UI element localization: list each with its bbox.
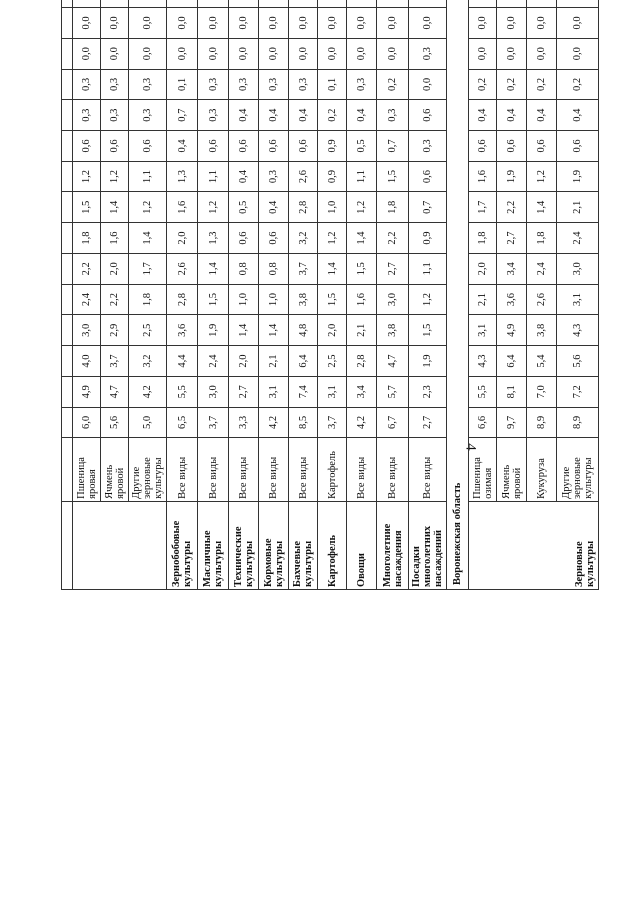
value-cell: 0,9 xyxy=(409,223,447,254)
group-cell: Картофель xyxy=(318,501,347,589)
value-cell: 2,6 xyxy=(527,284,557,315)
value-cell: 2,9 xyxy=(101,315,129,346)
value-cell: 2,6 xyxy=(289,161,318,192)
value-cell: 5,0 xyxy=(129,407,167,438)
value-cell: 1,8 xyxy=(73,223,101,254)
value-cell: 0,3 xyxy=(409,38,447,69)
subgroup-cell: Все виды xyxy=(409,438,447,502)
value-cell: 1,1 xyxy=(347,161,377,192)
group-cell: Кормовые культуры xyxy=(259,501,289,589)
header-cell xyxy=(62,501,73,589)
value-cell: 0,0 xyxy=(409,69,447,100)
value-cell: 1,7 xyxy=(129,253,167,284)
value-cell: 2,1 xyxy=(347,315,377,346)
value-cell: 0,0 xyxy=(469,38,497,69)
value-cell: 0,0 xyxy=(73,38,101,69)
value-cell: 0,6 xyxy=(557,131,599,162)
value-cell: 0,6 xyxy=(101,131,129,162)
value-cell: 6,5 xyxy=(167,407,198,438)
value-cell: 0,3 xyxy=(129,69,167,100)
value-cell: 4,7 xyxy=(101,376,129,407)
value-cell: 0,8 xyxy=(229,253,259,284)
value-cell: 0,5 xyxy=(347,131,377,162)
value-cell: 0,0 xyxy=(318,38,347,69)
value-cell: 1,4 xyxy=(318,253,347,284)
value-cell: 8,9 xyxy=(557,407,599,438)
value-cell: 0,9 xyxy=(318,131,347,162)
value-cell xyxy=(377,0,409,8)
value-cell: 1,5 xyxy=(198,284,229,315)
header-cell xyxy=(62,161,73,192)
value-cell: 2,0 xyxy=(229,346,259,377)
value-cell: 2,8 xyxy=(347,346,377,377)
value-cell: 3,7 xyxy=(198,407,229,438)
value-cell: 4,7 xyxy=(377,346,409,377)
value-cell: 0,6 xyxy=(289,131,318,162)
group-cell: Посадки многолетних насаждений xyxy=(409,501,447,589)
value-cell: 1,4 xyxy=(101,192,129,223)
value-cell: 0,0 xyxy=(129,38,167,69)
subgroup-cell: Ячмень яровой xyxy=(497,438,527,502)
header-cell xyxy=(62,438,73,502)
value-cell: 0,4 xyxy=(229,100,259,131)
value-cell: 0,0 xyxy=(469,8,497,39)
value-cell: 0,0 xyxy=(289,38,318,69)
value-cell: 8,1 xyxy=(497,376,527,407)
value-cell: 0,4 xyxy=(289,100,318,131)
value-cell: 3,1 xyxy=(469,315,497,346)
subgroup-cell: Все виды xyxy=(377,438,409,502)
value-cell: 2,8 xyxy=(289,192,318,223)
header-cell xyxy=(62,253,73,284)
value-cell: 0,2 xyxy=(557,69,599,100)
value-cell: 0,3 xyxy=(198,100,229,131)
value-cell: 1,2 xyxy=(409,284,447,315)
value-cell: 0,0 xyxy=(377,38,409,69)
value-cell: 0,0 xyxy=(497,8,527,39)
value-cell: 0,0 xyxy=(129,8,167,39)
value-cell: 2,0 xyxy=(469,253,497,284)
value-cell: 4,9 xyxy=(497,315,527,346)
value-cell: 5,4 xyxy=(527,346,557,377)
value-cell: 6,4 xyxy=(497,346,527,377)
value-cell: 1,4 xyxy=(259,315,289,346)
value-cell: 1,4 xyxy=(229,315,259,346)
value-cell: 2,7 xyxy=(497,223,527,254)
value-cell: 3,0 xyxy=(73,315,101,346)
value-cell: 3,6 xyxy=(497,284,527,315)
value-cell: 1,6 xyxy=(347,284,377,315)
value-cell: 6,0 xyxy=(73,407,101,438)
header-cell xyxy=(62,315,73,346)
value-cell: 8,5 xyxy=(289,407,318,438)
value-cell: 1,2 xyxy=(198,192,229,223)
value-cell: 0,6 xyxy=(409,100,447,131)
value-cell: 0,0 xyxy=(409,8,447,39)
group-cell xyxy=(73,501,167,589)
rotated-table-wrapper xyxy=(61,16,596,848)
value-cell xyxy=(409,0,447,8)
value-cell: 0,3 xyxy=(347,69,377,100)
header-cell xyxy=(62,346,73,377)
subgroup-cell: Все виды xyxy=(347,438,377,502)
subgroup-cell: Ячмень яровой xyxy=(101,438,129,502)
value-cell: 0,3 xyxy=(73,100,101,131)
value-cell xyxy=(167,0,198,8)
value-cell: 5,6 xyxy=(101,407,129,438)
value-cell: 2,1 xyxy=(469,284,497,315)
value-cell: 0,3 xyxy=(229,69,259,100)
value-cell: 0,4 xyxy=(469,100,497,131)
value-cell: 3,0 xyxy=(377,284,409,315)
value-cell: 1,6 xyxy=(167,192,198,223)
region-title: Воронежская область xyxy=(447,438,469,590)
value-cell: 1,4 xyxy=(129,223,167,254)
value-cell xyxy=(318,0,347,8)
value-cell: 3,1 xyxy=(259,376,289,407)
value-cell: 0,3 xyxy=(129,100,167,131)
value-cell: 0,4 xyxy=(347,100,377,131)
value-cell: 1,9 xyxy=(198,315,229,346)
value-cell: 0,3 xyxy=(101,69,129,100)
value-cell: 0,7 xyxy=(377,131,409,162)
value-cell: 1,2 xyxy=(73,161,101,192)
value-cell: 6,4 xyxy=(289,346,318,377)
value-cell: 1,4 xyxy=(527,192,557,223)
value-cell: 3,3 xyxy=(229,407,259,438)
value-cell: 0,3 xyxy=(289,69,318,100)
subgroup-cell: Пшеница озимая xyxy=(469,438,497,502)
header-cell xyxy=(62,69,73,100)
subgroup-cell: Все виды xyxy=(167,438,198,502)
value-cell: 3,0 xyxy=(198,376,229,407)
value-cell: 0,0 xyxy=(527,38,557,69)
value-cell: 3,4 xyxy=(347,376,377,407)
value-cell: 2,1 xyxy=(259,346,289,377)
value-cell: 2,8 xyxy=(167,284,198,315)
value-cell xyxy=(129,0,167,8)
value-cell: 1,5 xyxy=(347,253,377,284)
header-cell xyxy=(62,8,73,39)
value-cell: 0,0 xyxy=(557,38,599,69)
subgroup-cell: Пшеница яровая xyxy=(73,438,101,502)
value-cell xyxy=(347,0,377,8)
value-cell: 1,8 xyxy=(527,223,557,254)
value-cell: 6,7 xyxy=(377,407,409,438)
value-cell: 1,1 xyxy=(409,253,447,284)
value-cell: 0,0 xyxy=(259,8,289,39)
value-cell: 0,5 xyxy=(229,192,259,223)
value-cell: 0,0 xyxy=(229,8,259,39)
value-cell: 2,5 xyxy=(318,346,347,377)
region-blank xyxy=(447,0,469,438)
value-cell: 0,6 xyxy=(527,131,557,162)
value-cell: 0,0 xyxy=(101,38,129,69)
value-cell: 1,6 xyxy=(469,161,497,192)
value-cell: 2,7 xyxy=(409,407,447,438)
header-cell xyxy=(62,100,73,131)
value-cell: 1,3 xyxy=(167,161,198,192)
value-cell: 1,1 xyxy=(129,161,167,192)
value-cell: 0,0 xyxy=(289,8,318,39)
value-cell: 0,2 xyxy=(469,69,497,100)
value-cell: 3,8 xyxy=(527,315,557,346)
value-cell: 3,8 xyxy=(289,284,318,315)
value-cell xyxy=(101,0,129,8)
value-cell: 1,2 xyxy=(318,223,347,254)
value-cell: 0,0 xyxy=(73,8,101,39)
value-cell: 2,3 xyxy=(409,376,447,407)
value-cell: 6,6 xyxy=(469,407,497,438)
value-cell: 2,7 xyxy=(229,376,259,407)
value-cell: 0,0 xyxy=(527,8,557,39)
value-cell: 2,7 xyxy=(377,253,409,284)
value-cell: 2,2 xyxy=(377,223,409,254)
value-cell: 4,3 xyxy=(557,315,599,346)
value-cell: 0,8 xyxy=(259,253,289,284)
subgroup-cell: Другие зерновые культуры xyxy=(557,438,599,502)
value-cell: 0,3 xyxy=(101,100,129,131)
value-cell: 0,6 xyxy=(229,223,259,254)
value-cell: 1,4 xyxy=(198,253,229,284)
value-cell: 0,0 xyxy=(347,8,377,39)
value-cell xyxy=(73,0,101,8)
value-cell: 0,0 xyxy=(497,38,527,69)
value-cell: 3,7 xyxy=(101,346,129,377)
value-cell: 2,0 xyxy=(318,315,347,346)
value-cell: 1,5 xyxy=(377,161,409,192)
value-cell xyxy=(289,0,318,8)
value-cell: 1,4 xyxy=(347,223,377,254)
value-cell: 0,3 xyxy=(259,161,289,192)
header-cell xyxy=(62,0,73,8)
value-cell: 0,0 xyxy=(557,8,599,39)
value-cell: 0,6 xyxy=(229,131,259,162)
value-cell: 0,2 xyxy=(497,69,527,100)
value-cell xyxy=(527,0,557,8)
value-cell: 3,4 xyxy=(497,253,527,284)
value-cell: 7,0 xyxy=(527,376,557,407)
value-cell: 1,0 xyxy=(318,192,347,223)
value-cell: 1,1 xyxy=(198,161,229,192)
value-cell: 0,4 xyxy=(167,131,198,162)
subgroup-cell: Картофель xyxy=(318,438,347,502)
value-cell: 2,6 xyxy=(167,253,198,284)
value-cell xyxy=(469,0,497,8)
value-cell: 1,8 xyxy=(129,284,167,315)
value-cell: 5,7 xyxy=(377,376,409,407)
subgroup-cell: Все виды xyxy=(229,438,259,502)
subgroup-cell: Все виды xyxy=(198,438,229,502)
value-cell: 0,4 xyxy=(497,100,527,131)
value-cell: 0,0 xyxy=(167,8,198,39)
value-cell: 0,4 xyxy=(259,192,289,223)
value-cell: 0,1 xyxy=(167,69,198,100)
value-cell: 1,2 xyxy=(129,192,167,223)
value-cell: 3,2 xyxy=(289,223,318,254)
value-cell: 1,2 xyxy=(527,161,557,192)
value-cell: 0,6 xyxy=(73,131,101,162)
group-cell: Технические культуры xyxy=(229,501,259,589)
value-cell: 0,0 xyxy=(259,38,289,69)
page-number: 4 xyxy=(462,443,479,451)
value-cell xyxy=(259,0,289,8)
value-cell: 0,6 xyxy=(129,131,167,162)
value-cell: 1,6 xyxy=(101,223,129,254)
value-cell: 0,0 xyxy=(318,8,347,39)
value-cell: 0,4 xyxy=(229,161,259,192)
value-cell: 2,4 xyxy=(198,346,229,377)
group-cell: Масличные культуры xyxy=(198,501,229,589)
value-cell: 0,4 xyxy=(557,100,599,131)
group-cell: Овощи xyxy=(347,501,377,589)
value-cell: 4,9 xyxy=(73,376,101,407)
value-cell: 1,9 xyxy=(557,161,599,192)
value-cell: 4,2 xyxy=(129,376,167,407)
value-cell: 0,6 xyxy=(497,131,527,162)
value-cell: 4,8 xyxy=(289,315,318,346)
value-cell: 3,1 xyxy=(318,376,347,407)
value-cell: 5,5 xyxy=(469,376,497,407)
value-cell: 0,7 xyxy=(167,100,198,131)
value-cell: 1,8 xyxy=(377,192,409,223)
value-cell: 0,0 xyxy=(198,38,229,69)
value-cell: 2,4 xyxy=(557,223,599,254)
value-cell: 0,6 xyxy=(469,131,497,162)
value-cell: 0,9 xyxy=(318,161,347,192)
value-cell: 3,6 xyxy=(167,315,198,346)
value-cell: 0,6 xyxy=(409,161,447,192)
value-cell: 1,7 xyxy=(469,192,497,223)
header-cell xyxy=(62,38,73,69)
value-cell: 0,2 xyxy=(527,69,557,100)
value-cell: 0,2 xyxy=(318,100,347,131)
value-cell: 1,0 xyxy=(259,284,289,315)
value-cell: 1,5 xyxy=(73,192,101,223)
value-cell: 2,5 xyxy=(129,315,167,346)
value-cell: 4,0 xyxy=(73,346,101,377)
value-cell: 0,6 xyxy=(259,131,289,162)
value-cell: 4,2 xyxy=(347,407,377,438)
value-cell: 2,1 xyxy=(557,192,599,223)
value-cell: 1,9 xyxy=(497,161,527,192)
value-cell: 0,2 xyxy=(377,69,409,100)
value-cell: 0,0 xyxy=(101,8,129,39)
value-cell: 0,0 xyxy=(347,38,377,69)
header-cell xyxy=(62,192,73,223)
subgroup-cell: Все виды xyxy=(259,438,289,502)
value-cell: 7,4 xyxy=(289,376,318,407)
value-cell: 2,2 xyxy=(73,253,101,284)
value-cell: 3,8 xyxy=(377,315,409,346)
value-cell xyxy=(229,0,259,8)
value-cell: 2,4 xyxy=(73,284,101,315)
header-cell xyxy=(62,131,73,162)
value-cell: 3,1 xyxy=(557,284,599,315)
value-cell: 2,0 xyxy=(101,253,129,284)
value-cell: 2,2 xyxy=(101,284,129,315)
value-cell: 1,9 xyxy=(409,346,447,377)
value-cell: 3,2 xyxy=(129,346,167,377)
value-cell: 0,4 xyxy=(259,100,289,131)
value-cell: 0,6 xyxy=(198,131,229,162)
value-cell: 2,0 xyxy=(167,223,198,254)
value-cell: 0,0 xyxy=(229,38,259,69)
value-cell: 4,4 xyxy=(167,346,198,377)
value-cell: 0,7 xyxy=(409,192,447,223)
value-cell: 0,6 xyxy=(259,223,289,254)
value-cell: 1,8 xyxy=(469,223,497,254)
value-cell: 1,5 xyxy=(409,315,447,346)
header-cell xyxy=(62,376,73,407)
group-cell: Зернобобовые культуры xyxy=(167,501,198,589)
value-cell: 4,2 xyxy=(259,407,289,438)
value-cell: 8,9 xyxy=(527,407,557,438)
value-cell: 0,3 xyxy=(377,100,409,131)
value-cell: 2,4 xyxy=(527,253,557,284)
value-cell: 5,5 xyxy=(167,376,198,407)
value-cell: 0,4 xyxy=(527,100,557,131)
subgroup-cell: Кукуруза xyxy=(527,438,557,502)
subgroup-cell: Другие зерновые культуры xyxy=(129,438,167,502)
yield-coefficients-table xyxy=(61,0,599,590)
group-cell: Зерновые культуры xyxy=(469,501,599,589)
value-cell: 1,3 xyxy=(198,223,229,254)
value-cell: 0,0 xyxy=(377,8,409,39)
group-cell: Бахчевые культуры xyxy=(289,501,318,589)
value-cell xyxy=(198,0,229,8)
value-cell: 3,7 xyxy=(289,253,318,284)
header-cell xyxy=(62,407,73,438)
value-cell: 0,3 xyxy=(198,69,229,100)
value-cell: 4,3 xyxy=(469,346,497,377)
subgroup-cell: Все виды xyxy=(289,438,318,502)
value-cell: 0,3 xyxy=(409,131,447,162)
value-cell: 0,0 xyxy=(167,38,198,69)
value-cell: 1,2 xyxy=(347,192,377,223)
value-cell: 1,0 xyxy=(229,284,259,315)
value-cell: 1,2 xyxy=(101,161,129,192)
value-cell: 2,2 xyxy=(497,192,527,223)
value-cell xyxy=(557,0,599,8)
value-cell: 9,7 xyxy=(497,407,527,438)
value-cell: 0,0 xyxy=(198,8,229,39)
value-cell xyxy=(497,0,527,8)
group-cell: Многолетние насаждения xyxy=(377,501,409,589)
value-cell: 1,5 xyxy=(318,284,347,315)
value-cell: 3,7 xyxy=(318,407,347,438)
value-cell: 3,0 xyxy=(557,253,599,284)
header-cell xyxy=(62,223,73,254)
value-cell: 0,1 xyxy=(318,69,347,100)
value-cell: 0,3 xyxy=(73,69,101,100)
value-cell: 5,6 xyxy=(557,346,599,377)
value-cell: 0,3 xyxy=(259,69,289,100)
value-cell: 7,2 xyxy=(557,376,599,407)
header-cell xyxy=(62,284,73,315)
